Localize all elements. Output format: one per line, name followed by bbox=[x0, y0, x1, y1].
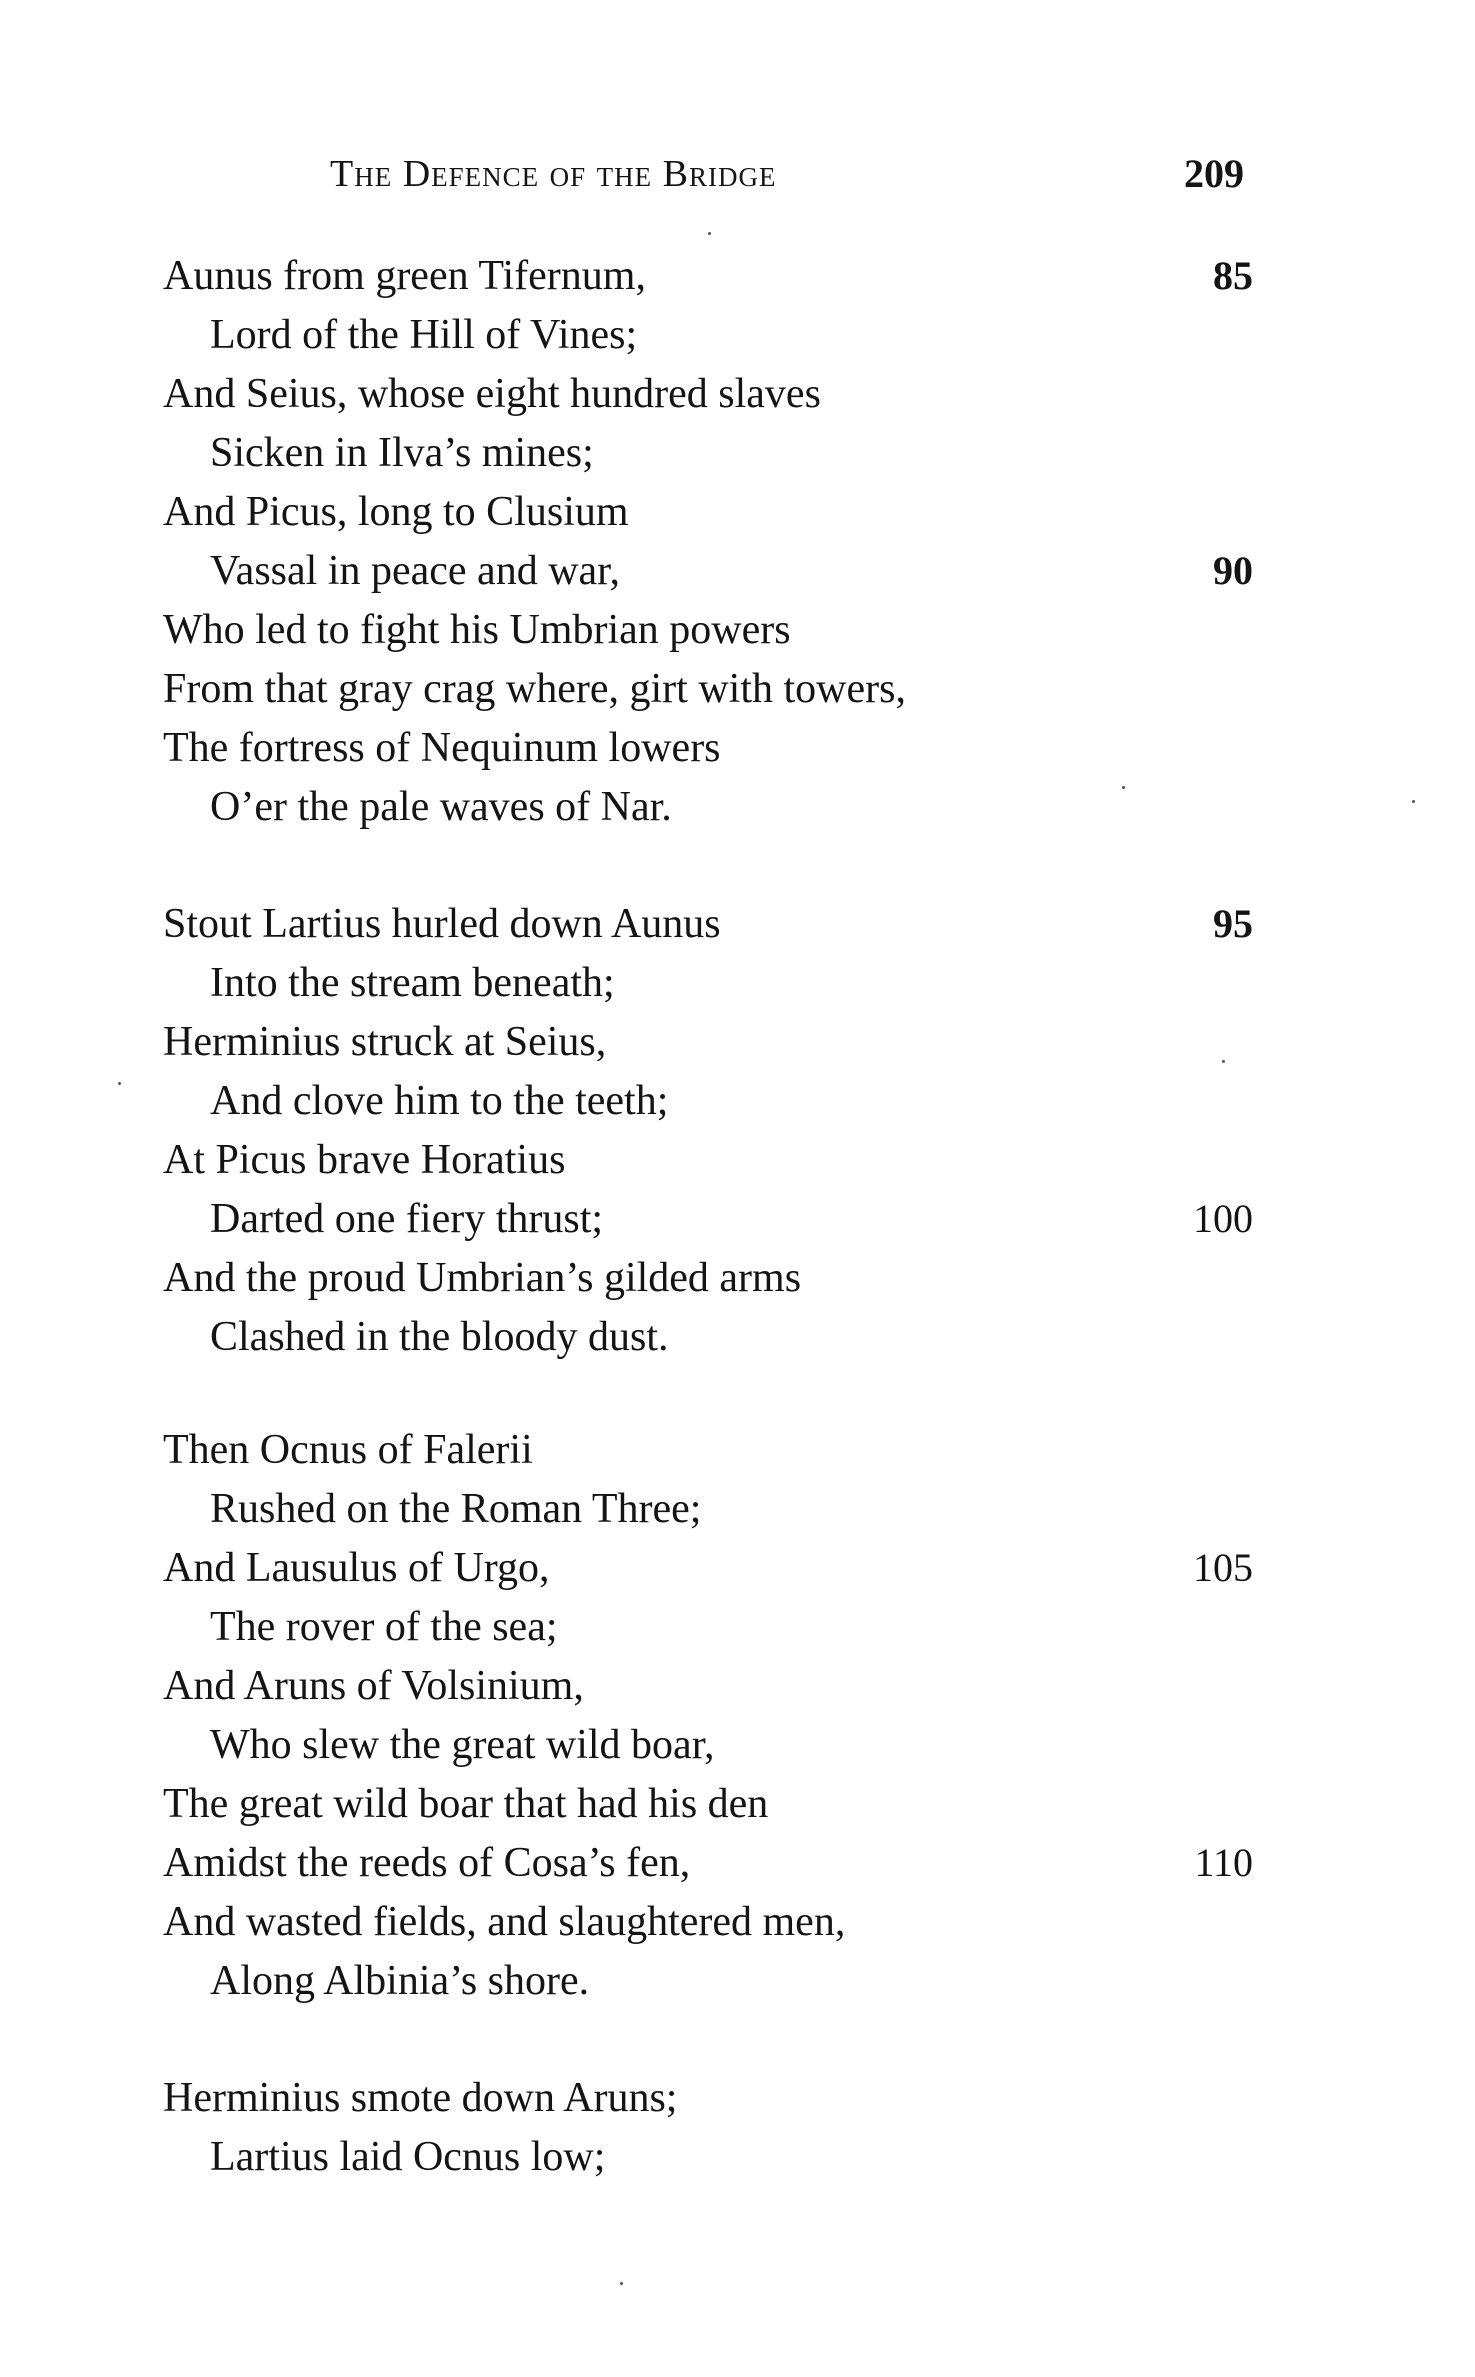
verse-line bbox=[0, 365, 1475, 423]
verse-line-text: Then Ocnus of Falerii bbox=[163, 1427, 533, 1473]
verse-line-text: Herminius struck at Seius, bbox=[163, 1019, 607, 1065]
verse-line-text: At Picus brave Horatius bbox=[163, 1137, 566, 1183]
verse-line-text: Amidst the reeds of Cosa’s fen, bbox=[163, 1840, 691, 1886]
verse-line bbox=[0, 1952, 1475, 2010]
verse-line bbox=[0, 1421, 1475, 1479]
line-number: 105 bbox=[1193, 1545, 1253, 1590]
verse-line-text: Along Albinia’s shore. bbox=[210, 1958, 590, 2004]
verse-line-text: Lartius laid Ocnus low; bbox=[210, 2134, 606, 2180]
verse-line-text: Sicken in Ilva’s mines; bbox=[210, 430, 594, 476]
verse-line bbox=[0, 2128, 1475, 2186]
running-title: The Defence of the Bridge bbox=[330, 153, 777, 195]
verse-line-text: And wasted fields, and slaughtered men, bbox=[163, 1899, 846, 1945]
scan-speck bbox=[118, 1082, 121, 1085]
verse-line bbox=[0, 895, 1475, 953]
verse-line-text: And the proud Umbrian’s gilded arms bbox=[163, 1255, 802, 1301]
verse-line bbox=[0, 1716, 1475, 1774]
verse-line bbox=[0, 719, 1475, 777]
verse-line bbox=[0, 1480, 1475, 1538]
line-number: 110 bbox=[1194, 1840, 1253, 1885]
verse-line-text: The fortress of Nequinum lowers bbox=[163, 725, 721, 771]
verse-line bbox=[0, 1249, 1475, 1307]
verse-line-text: Herminius smote down Aruns; bbox=[163, 2075, 678, 2121]
verse-line-text: Rushed on the Roman Three; bbox=[210, 1486, 702, 1532]
line-number: 100 bbox=[1193, 1196, 1253, 1241]
verse-line bbox=[0, 542, 1475, 600]
verse-line-text: And Seius, whose eight hundred slaves bbox=[163, 371, 821, 417]
verse-line-text: Aunus from green Tifernum, bbox=[163, 253, 646, 299]
verse-line bbox=[0, 1190, 1475, 1248]
verse-line-text: And Picus, long to Clusium bbox=[163, 489, 629, 535]
verse-line bbox=[0, 483, 1475, 541]
verse-line bbox=[0, 1834, 1475, 1892]
line-number: 90 bbox=[1213, 548, 1253, 593]
verse-line-text: Into the stream beneath; bbox=[210, 960, 615, 1006]
verse-line bbox=[0, 1657, 1475, 1715]
verse-line bbox=[0, 247, 1475, 305]
verse-line bbox=[0, 2069, 1475, 2127]
verse-line-text: From that gray crag where, girt with towers, bbox=[163, 666, 906, 712]
verse-line-text: Vassal in peace and war, bbox=[210, 548, 620, 594]
verse-line-text: Clashed in the bloody dust. bbox=[210, 1314, 669, 1360]
verse-line-text: Darted one fiery thrust; bbox=[210, 1196, 604, 1242]
verse-line-text: Lord of the Hill of Vines; bbox=[210, 312, 638, 358]
scan-speck bbox=[708, 232, 711, 235]
verse-line bbox=[0, 306, 1475, 364]
verse-line bbox=[0, 954, 1475, 1012]
verse-line bbox=[0, 1539, 1475, 1597]
verse-line bbox=[0, 1598, 1475, 1656]
verse-line-text: The great wild boar that had his den bbox=[163, 1781, 769, 1827]
verse-line-text: The rover of the sea; bbox=[210, 1604, 558, 1650]
verse-line bbox=[0, 424, 1475, 482]
verse-line bbox=[0, 1308, 1475, 1366]
scan-speck bbox=[1222, 1060, 1225, 1063]
line-number: 95 bbox=[1213, 901, 1253, 946]
verse-line bbox=[0, 778, 1475, 836]
verse-line-text: And clove him to the teeth; bbox=[210, 1078, 669, 1124]
scan-speck bbox=[1412, 800, 1415, 803]
verse-line bbox=[0, 601, 1475, 659]
page-header bbox=[0, 148, 1475, 208]
line-number: 85 bbox=[1213, 253, 1253, 298]
verse-line bbox=[0, 1013, 1475, 1071]
verse-line-text: And Lausulus of Urgo, bbox=[163, 1545, 550, 1591]
verse-line bbox=[0, 1893, 1475, 1951]
verse-line-text: O’er the pale waves of Nar. bbox=[210, 784, 672, 830]
verse-line-text: Who slew the great wild boar, bbox=[210, 1722, 715, 1768]
verse-line bbox=[0, 1072, 1475, 1130]
verse-line-text: And Aruns of Volsinium, bbox=[163, 1663, 584, 1709]
scan-speck bbox=[620, 2282, 623, 2285]
verse-line bbox=[0, 1131, 1475, 1189]
verse-line-text: Who led to fight his Umbrian powers bbox=[163, 607, 791, 653]
verse-line-text: Stout Lartius hurled down Aunus bbox=[163, 901, 721, 947]
verse-line bbox=[0, 660, 1475, 718]
verse-line bbox=[0, 1775, 1475, 1833]
page-number: 209 bbox=[1184, 151, 1244, 196]
scan-speck bbox=[1122, 786, 1125, 789]
